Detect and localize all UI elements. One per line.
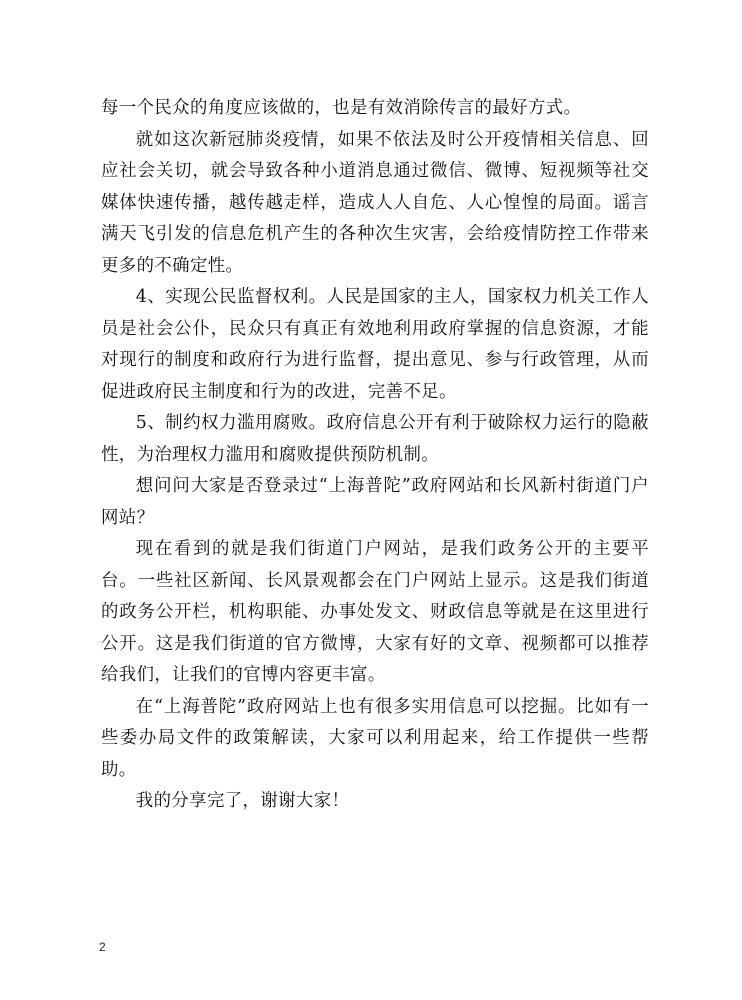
paragraph-portal-intro: 现在看到的就是我们街道门户网站，是我们政务公开的主要平台。一些社区新闻、长风景观都会在门户网站上显示。这是我们街道的政务公开栏，机构职能、办事处发文、财政信息等就是在这里进行公开。这是我们街道的官方微博，大家有好的文章、视频都可以推荐给我们，让我们的官博内容更丰富。 — [101, 539, 649, 685]
paragraph-point-5: 5、制约权力滥用腐败。政府信息公开有利于破除权力运行的隐蔽性，为治理权力滥用和腐败提供预防机制。 — [101, 413, 649, 465]
page-number: 2 — [99, 940, 106, 954]
paragraph-question: 想问问大家是否登录过“上海普陀”政府网站和长风新村街道门户网站？ — [101, 476, 649, 528]
document-body — [101, 93, 649, 818]
paragraph-epidemic-example: 就如这次新冠肺炎疫情，如果不依法及时公开疫情相关信息、回应社会关切，就会导致各种小道消息通过微信、微博、短视频等社交媒体快速传播，越传越走样，造成人人自危、人心惶惶的局面。谣言满天飞引发的信息危机产生的各种次生灾害，会给疫情防控工作带来更多的不确定性。 — [101, 129, 649, 276]
paragraph-closing: 我的分享完了，谢谢大家！ — [135, 791, 350, 811]
paragraph-point-4: 4、实现公民监督权利。人民是国家的主人，国家权力机关工作人员是社会公仆，民众只有真正有效地利用政府掌握的信息资源，才能对现行的制度和政府行为进行监督，提出意见、参与行政管理，从而促进政府民主制度和行为的改进，完善不足。 — [101, 287, 649, 402]
paragraph-continuation: 每一个民众的角度应该做的，也是有效消除传言的最好方式。 — [101, 98, 582, 118]
paragraph-putuo-site: 在“上海普陀”政府网站上也有很多实用信息可以挖掘。比如有一些委办局文件的政策解读，大家可以利用起来，给工作提供一些帮助。 — [101, 696, 649, 780]
